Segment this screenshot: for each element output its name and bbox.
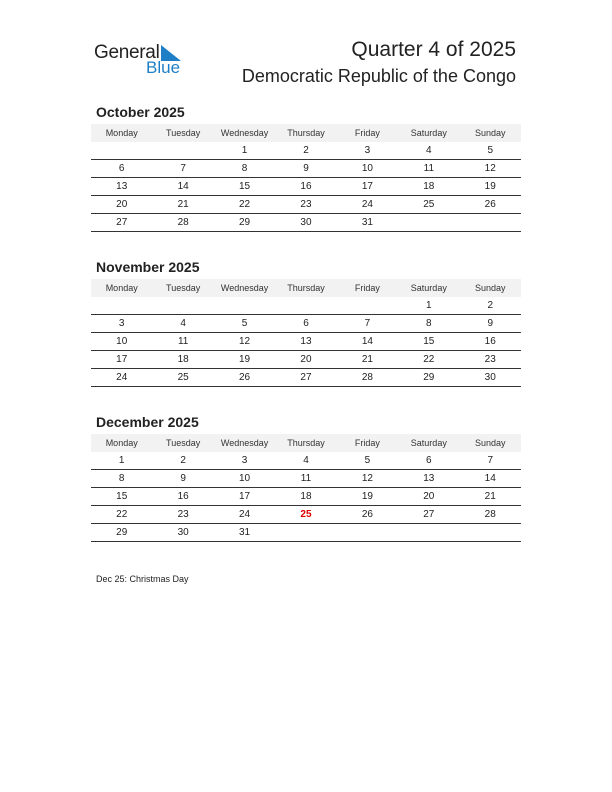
day-cell: 19 bbox=[361, 491, 373, 502]
logo-general-text: General bbox=[94, 42, 160, 63]
day-cell: 28 bbox=[177, 217, 189, 228]
day-cell: 23 bbox=[484, 354, 496, 365]
day-cell bbox=[460, 524, 521, 541]
day-cell: 22 bbox=[238, 199, 251, 210]
day-cell: 15 bbox=[116, 491, 128, 502]
day-cell: 21 bbox=[361, 354, 373, 365]
day-cell: 17 bbox=[116, 354, 128, 365]
page-title: Quarter 4 of 2025 bbox=[351, 38, 516, 61]
day-cell: 23 bbox=[300, 199, 312, 210]
day-cell bbox=[275, 524, 336, 541]
week-row bbox=[91, 160, 521, 178]
week-row bbox=[91, 524, 521, 542]
day-cell: 3 bbox=[118, 318, 125, 329]
day-cell: 18 bbox=[300, 491, 312, 502]
weekday-label: Saturday bbox=[410, 438, 447, 448]
week-row bbox=[91, 506, 521, 524]
day-cell: 3 bbox=[241, 455, 248, 466]
day-cell: 27 bbox=[300, 372, 312, 383]
day-cell: 24 bbox=[361, 199, 373, 210]
weekday-label: Saturday bbox=[410, 128, 447, 138]
day-cell: 6 bbox=[303, 318, 309, 329]
weekday-label: Sunday bbox=[474, 283, 506, 293]
day-cell: 24 bbox=[238, 509, 251, 520]
week-row bbox=[91, 333, 521, 351]
day-cell bbox=[337, 524, 398, 541]
day-cell: 12 bbox=[484, 163, 496, 174]
weekday-label: Thursday bbox=[287, 283, 325, 293]
day-cell: 12 bbox=[361, 473, 373, 484]
weekday-label: Thursday bbox=[287, 128, 325, 138]
day-cell: 10 bbox=[116, 336, 128, 347]
day-cell: 5 bbox=[487, 145, 494, 156]
day-cell bbox=[91, 297, 152, 314]
day-cell: 2 bbox=[487, 300, 494, 311]
day-cell: 17 bbox=[361, 181, 373, 192]
week-row bbox=[91, 488, 521, 506]
day-cell: 4 bbox=[426, 145, 432, 156]
day-cell: 7 bbox=[180, 163, 186, 174]
day-cell: 13 bbox=[116, 181, 128, 192]
weekday-label: Tuesday bbox=[166, 283, 201, 293]
day-cell: 20 bbox=[116, 199, 128, 210]
weekday-header-row bbox=[91, 434, 521, 452]
day-cell: 6 bbox=[118, 163, 125, 174]
day-cell: 9 bbox=[487, 318, 494, 329]
month-name: October 2025 bbox=[96, 104, 185, 120]
day-cell: 15 bbox=[238, 181, 251, 192]
day-cell: 2 bbox=[180, 455, 186, 466]
day-cell: 5 bbox=[241, 318, 248, 329]
week-row bbox=[91, 315, 521, 333]
day-cell bbox=[214, 297, 275, 314]
holiday-notes bbox=[96, 574, 189, 584]
day-cell: 2 bbox=[303, 145, 309, 156]
page-subtitle: Democratic Republic of the Congo bbox=[241, 66, 516, 86]
day-cell: 21 bbox=[484, 491, 496, 502]
month-name: December 2025 bbox=[96, 414, 199, 430]
day-cell: 19 bbox=[238, 354, 251, 365]
day-cell: 25 bbox=[177, 372, 189, 383]
day-cell: 6 bbox=[426, 455, 432, 466]
day-cell: 8 bbox=[426, 318, 432, 329]
weekday-header-row bbox=[91, 124, 521, 142]
week-row bbox=[91, 142, 521, 160]
logo-blue-text: Blue bbox=[146, 58, 181, 77]
day-cell: 12 bbox=[238, 336, 251, 347]
day-cell: 10 bbox=[238, 473, 251, 484]
day-cell: 4 bbox=[180, 318, 186, 329]
day-cell: 18 bbox=[423, 181, 435, 192]
week-row bbox=[91, 297, 521, 315]
logo bbox=[94, 42, 194, 78]
day-cell: 24 bbox=[116, 372, 128, 383]
day-cell bbox=[460, 214, 521, 231]
week-row bbox=[91, 369, 521, 387]
week-row bbox=[91, 452, 521, 470]
day-cell: 7 bbox=[487, 455, 494, 466]
day-cell bbox=[398, 214, 459, 231]
weekday-label: Thursday bbox=[287, 438, 325, 448]
month-calendar-december bbox=[91, 413, 521, 542]
day-cell: 13 bbox=[423, 473, 435, 484]
day-cell: 13 bbox=[300, 336, 312, 347]
day-cell: 16 bbox=[300, 181, 312, 192]
weekday-label: Tuesday bbox=[166, 128, 201, 138]
day-cell: 29 bbox=[423, 372, 435, 383]
day-cell: 22 bbox=[423, 354, 435, 365]
day-cell: 26 bbox=[361, 509, 373, 520]
week-row bbox=[91, 196, 521, 214]
day-cell bbox=[337, 297, 398, 314]
week-row bbox=[91, 178, 521, 196]
week-row bbox=[91, 351, 521, 369]
day-cell bbox=[398, 524, 459, 541]
day-cell: 16 bbox=[484, 336, 496, 347]
day-cell bbox=[152, 297, 213, 314]
day-cell: 1 bbox=[426, 300, 432, 311]
month-name: November 2025 bbox=[96, 259, 200, 275]
weekday-label: Friday bbox=[354, 128, 380, 138]
weekday-label: Sunday bbox=[474, 438, 506, 448]
day-cell: 1 bbox=[241, 145, 248, 156]
day-cell: 3 bbox=[364, 145, 371, 156]
day-cell: 1 bbox=[118, 455, 125, 466]
day-cell: 8 bbox=[118, 473, 125, 484]
day-cell: 27 bbox=[116, 217, 128, 228]
week-row bbox=[91, 214, 521, 232]
weekday-label: Monday bbox=[105, 438, 138, 448]
day-cell: 26 bbox=[484, 199, 496, 210]
day-cell: 23 bbox=[177, 509, 189, 520]
weekday-label: Friday bbox=[354, 283, 380, 293]
day-cell: 11 bbox=[423, 163, 435, 174]
weekday-label: Monday bbox=[105, 283, 138, 293]
day-cell: 11 bbox=[300, 473, 312, 484]
month-calendar-october bbox=[91, 103, 521, 232]
day-cell: 8 bbox=[241, 163, 248, 174]
day-cell bbox=[275, 297, 336, 314]
day-cell: 14 bbox=[361, 336, 373, 347]
day-cell: 11 bbox=[177, 336, 189, 347]
day-cell bbox=[152, 142, 213, 159]
day-cell: 14 bbox=[484, 473, 496, 484]
day-cell: 29 bbox=[116, 527, 128, 538]
day-cell: 18 bbox=[177, 354, 189, 365]
day-cell: 9 bbox=[180, 473, 186, 484]
weekday-label: Friday bbox=[354, 438, 380, 448]
weekday-label: Wednesday bbox=[220, 283, 269, 293]
day-cell: 14 bbox=[177, 181, 189, 192]
day-cell: 25 bbox=[423, 199, 435, 210]
month-calendar-november bbox=[91, 258, 521, 387]
holiday-day-cell: 25 bbox=[300, 509, 312, 520]
day-cell: 21 bbox=[177, 199, 189, 210]
day-cell: 4 bbox=[303, 455, 309, 466]
day-cell: 20 bbox=[423, 491, 435, 502]
day-cell: 5 bbox=[364, 455, 371, 466]
weekday-label: Wednesday bbox=[220, 128, 269, 138]
weekday-label: Tuesday bbox=[166, 438, 201, 448]
day-cell: 7 bbox=[364, 318, 371, 329]
weekday-label: Saturday bbox=[410, 283, 447, 293]
day-cell: 17 bbox=[238, 491, 251, 502]
day-cell: 30 bbox=[300, 217, 312, 228]
holiday-note: Dec 25: Christmas Day bbox=[96, 574, 189, 584]
day-cell: 10 bbox=[361, 163, 373, 174]
day-cell bbox=[91, 142, 152, 159]
day-cell: 29 bbox=[238, 217, 251, 228]
day-cell: 30 bbox=[484, 372, 496, 383]
day-cell: 22 bbox=[116, 509, 128, 520]
day-cell: 30 bbox=[177, 527, 189, 538]
day-cell: 19 bbox=[484, 181, 496, 192]
day-cell: 20 bbox=[300, 354, 312, 365]
weekday-header-row bbox=[91, 279, 521, 297]
day-cell: 28 bbox=[484, 509, 496, 520]
day-cell: 31 bbox=[238, 527, 251, 538]
day-cell: 26 bbox=[238, 372, 251, 383]
weekday-label: Sunday bbox=[474, 128, 506, 138]
day-cell: 27 bbox=[423, 509, 435, 520]
day-cell: 9 bbox=[303, 163, 309, 174]
day-cell: 15 bbox=[423, 336, 435, 347]
week-row bbox=[91, 470, 521, 488]
day-cell: 16 bbox=[177, 491, 189, 502]
weekday-label: Monday bbox=[105, 128, 138, 138]
day-cell: 28 bbox=[361, 372, 373, 383]
weekday-label: Wednesday bbox=[220, 438, 269, 448]
day-cell: 31 bbox=[361, 217, 373, 228]
